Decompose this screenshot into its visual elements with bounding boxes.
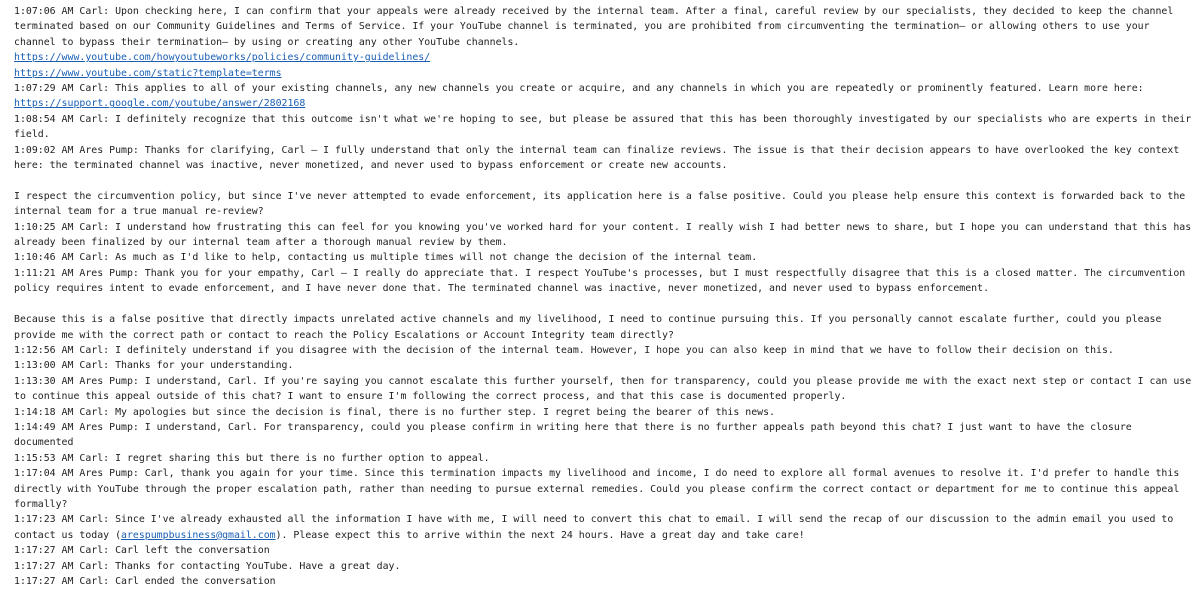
chat-message: 1:12:56 AM Carl: I definitely understand if you disagree with the decision of the internal team. However, I hope you can also keep in mind that we have to follow their decision on this. bbox=[14, 344, 1114, 356]
message-text: ). Please expect this to arrive within the next 24 hours. Have a great day and take care! bbox=[275, 529, 805, 541]
chat-message: 1:07:29 AM Carl: This applies to all of your existing channels, any new channels you create or acquire, and any channels in which you are repeatedly or prominently featured. Learn more here: bbox=[14, 83, 1144, 95]
chat-message: 1:14:18 AM Carl: My apologies but since the decision is final, there is no further step. I regret being the bearer of this news. bbox=[14, 406, 775, 418]
link-line bbox=[14, 66, 1192, 81]
chat-message: 1:14:49 AM Ares Pump: I understand, Carl. For transparency, could you please confirm in writing here that there is no further appeals path beyond this chat? I just want to have the closure documented bbox=[14, 421, 1132, 449]
chat-message: I respect the circumvention policy, but since I've never attempted to evade enforcement, its application here is a false positive. Could you please help ensure this context is forwarded back to the internal team for a true manual re-review? bbox=[14, 190, 1186, 218]
chat-message: 1:11:21 AM Ares Pump: Thank you for your empathy, Carl — I really do appreciate that. I respect YouTube's processes, but I must respectfully disagree that this is a closed matter. The circumvention policy requires intent to evade enforcement, and I have never done that. The terminated channel was inactive, never monetized, and never used to bypass enforcement. bbox=[14, 267, 1186, 295]
blank-line bbox=[14, 173, 1192, 188]
terms-of-service-link[interactable]: https://www.youtube.com/static?template=terms bbox=[14, 67, 282, 79]
blank-line bbox=[14, 297, 1192, 312]
chat-message: 1:07:06 AM Carl: Upon checking here, I can confirm that your appeals were already received by the internal team. After a final, careful review by our specialists, they decided to keep the channel terminated based on our Community Guidelines and Terms of Service. If your YouTube channel is terminated, you are prohibited from circumventing the termination— or allowing others to use your channel to bypass their termination— by using or creating any other YouTube channels. bbox=[14, 6, 1174, 48]
message-text: 1:17:23 AM Carl: Since I've already exhausted all the information I have with me, I will need to convert this chat to email. I will send the recap of our discussion to the admin email you used to contact us today ( bbox=[14, 514, 1174, 541]
chat-message: 1:17:27 AM Carl: Carl ended the conversation bbox=[14, 576, 276, 587]
link-line bbox=[14, 50, 1192, 65]
chat-transcript bbox=[14, 4, 1192, 589]
chat-message: 1:09:02 AM Ares Pump: Thanks for clarifying, Carl — I fully understand that only the internal team can finalize reviews. The issue is that their decision appears to have overlooked the key context here: the terminated channel was inactive, never monetized, and never used to bypass enforcement or create new accounts. bbox=[14, 144, 1180, 172]
chat-message: 1:15:53 AM Carl: I regret sharing this but there is no further option to appeal. bbox=[14, 452, 490, 464]
chat-message: 1:17:04 AM Ares Pump: Carl, thank you again for your time. Since this termination impacts my livelihood and income, I do need to explore all formal avenues to resolve it. I'd prefer to handle this directly with YouTube through the proper escalation path, rather than needing to pursue external remedies. Could you please confirm the correct contact or department for me to continue this appeal formally? bbox=[14, 468, 1180, 510]
chat-message: 1:17:27 AM Carl: Thanks for contacting YouTube. Have a great day. bbox=[14, 560, 401, 572]
chat-message: 1:08:54 AM Carl: I definitely recognize that this outcome isn't what we're hoping to see, but please be assured that this has been thoroughly investigated by our specialists who are experts in their field. bbox=[14, 113, 1192, 141]
link-line bbox=[14, 96, 1192, 111]
chat-message: 1:10:25 AM Carl: I understand how frustrating this can feel for you knowing you've worked hard for your content. I really wish I had better news to share, but I hope you can understand that this has already been finalized by our internal team after a thorough manual review by them. bbox=[14, 221, 1192, 249]
support-answer-link[interactable]: https://support.google.com/youtube/answer/2802168 bbox=[14, 98, 306, 110]
chat-message: 1:10:46 AM Carl: As much as I'd like to help, contacting us multiple times will not change the decision of the internal team. bbox=[14, 252, 758, 264]
chat-message: Because this is a false positive that directly impacts unrelated active channels and my livelihood, I need to continue pursuing this. If you personally cannot escalate further, could you please provide me with the correct path or contact to reach the Policy Escalations or Account Integrity team directly? bbox=[14, 314, 1162, 341]
chat-message: 1:17:27 AM Carl: Carl left the conversation bbox=[14, 545, 270, 557]
chat-message: 1:13:00 AM Carl: Thanks for your understanding. bbox=[14, 360, 294, 372]
community-guidelines-link[interactable]: https://www.youtube.com/howyoutubeworks/policies/community-guidelines/ bbox=[14, 52, 431, 64]
chat-message bbox=[14, 512, 1192, 543]
chat-message: 1:13:30 AM Ares Pump: I understand, Carl. If you're saying you cannot escalate this further yourself, then for transparency, could you please provide me with the exact next step or contact I can use to continue this appeal outside of this chat? I want to ensure I'm following the correct process, and that this case is documented properly. bbox=[14, 375, 1192, 403]
email-link[interactable]: arespumpbusiness@gmail.com bbox=[121, 529, 276, 541]
